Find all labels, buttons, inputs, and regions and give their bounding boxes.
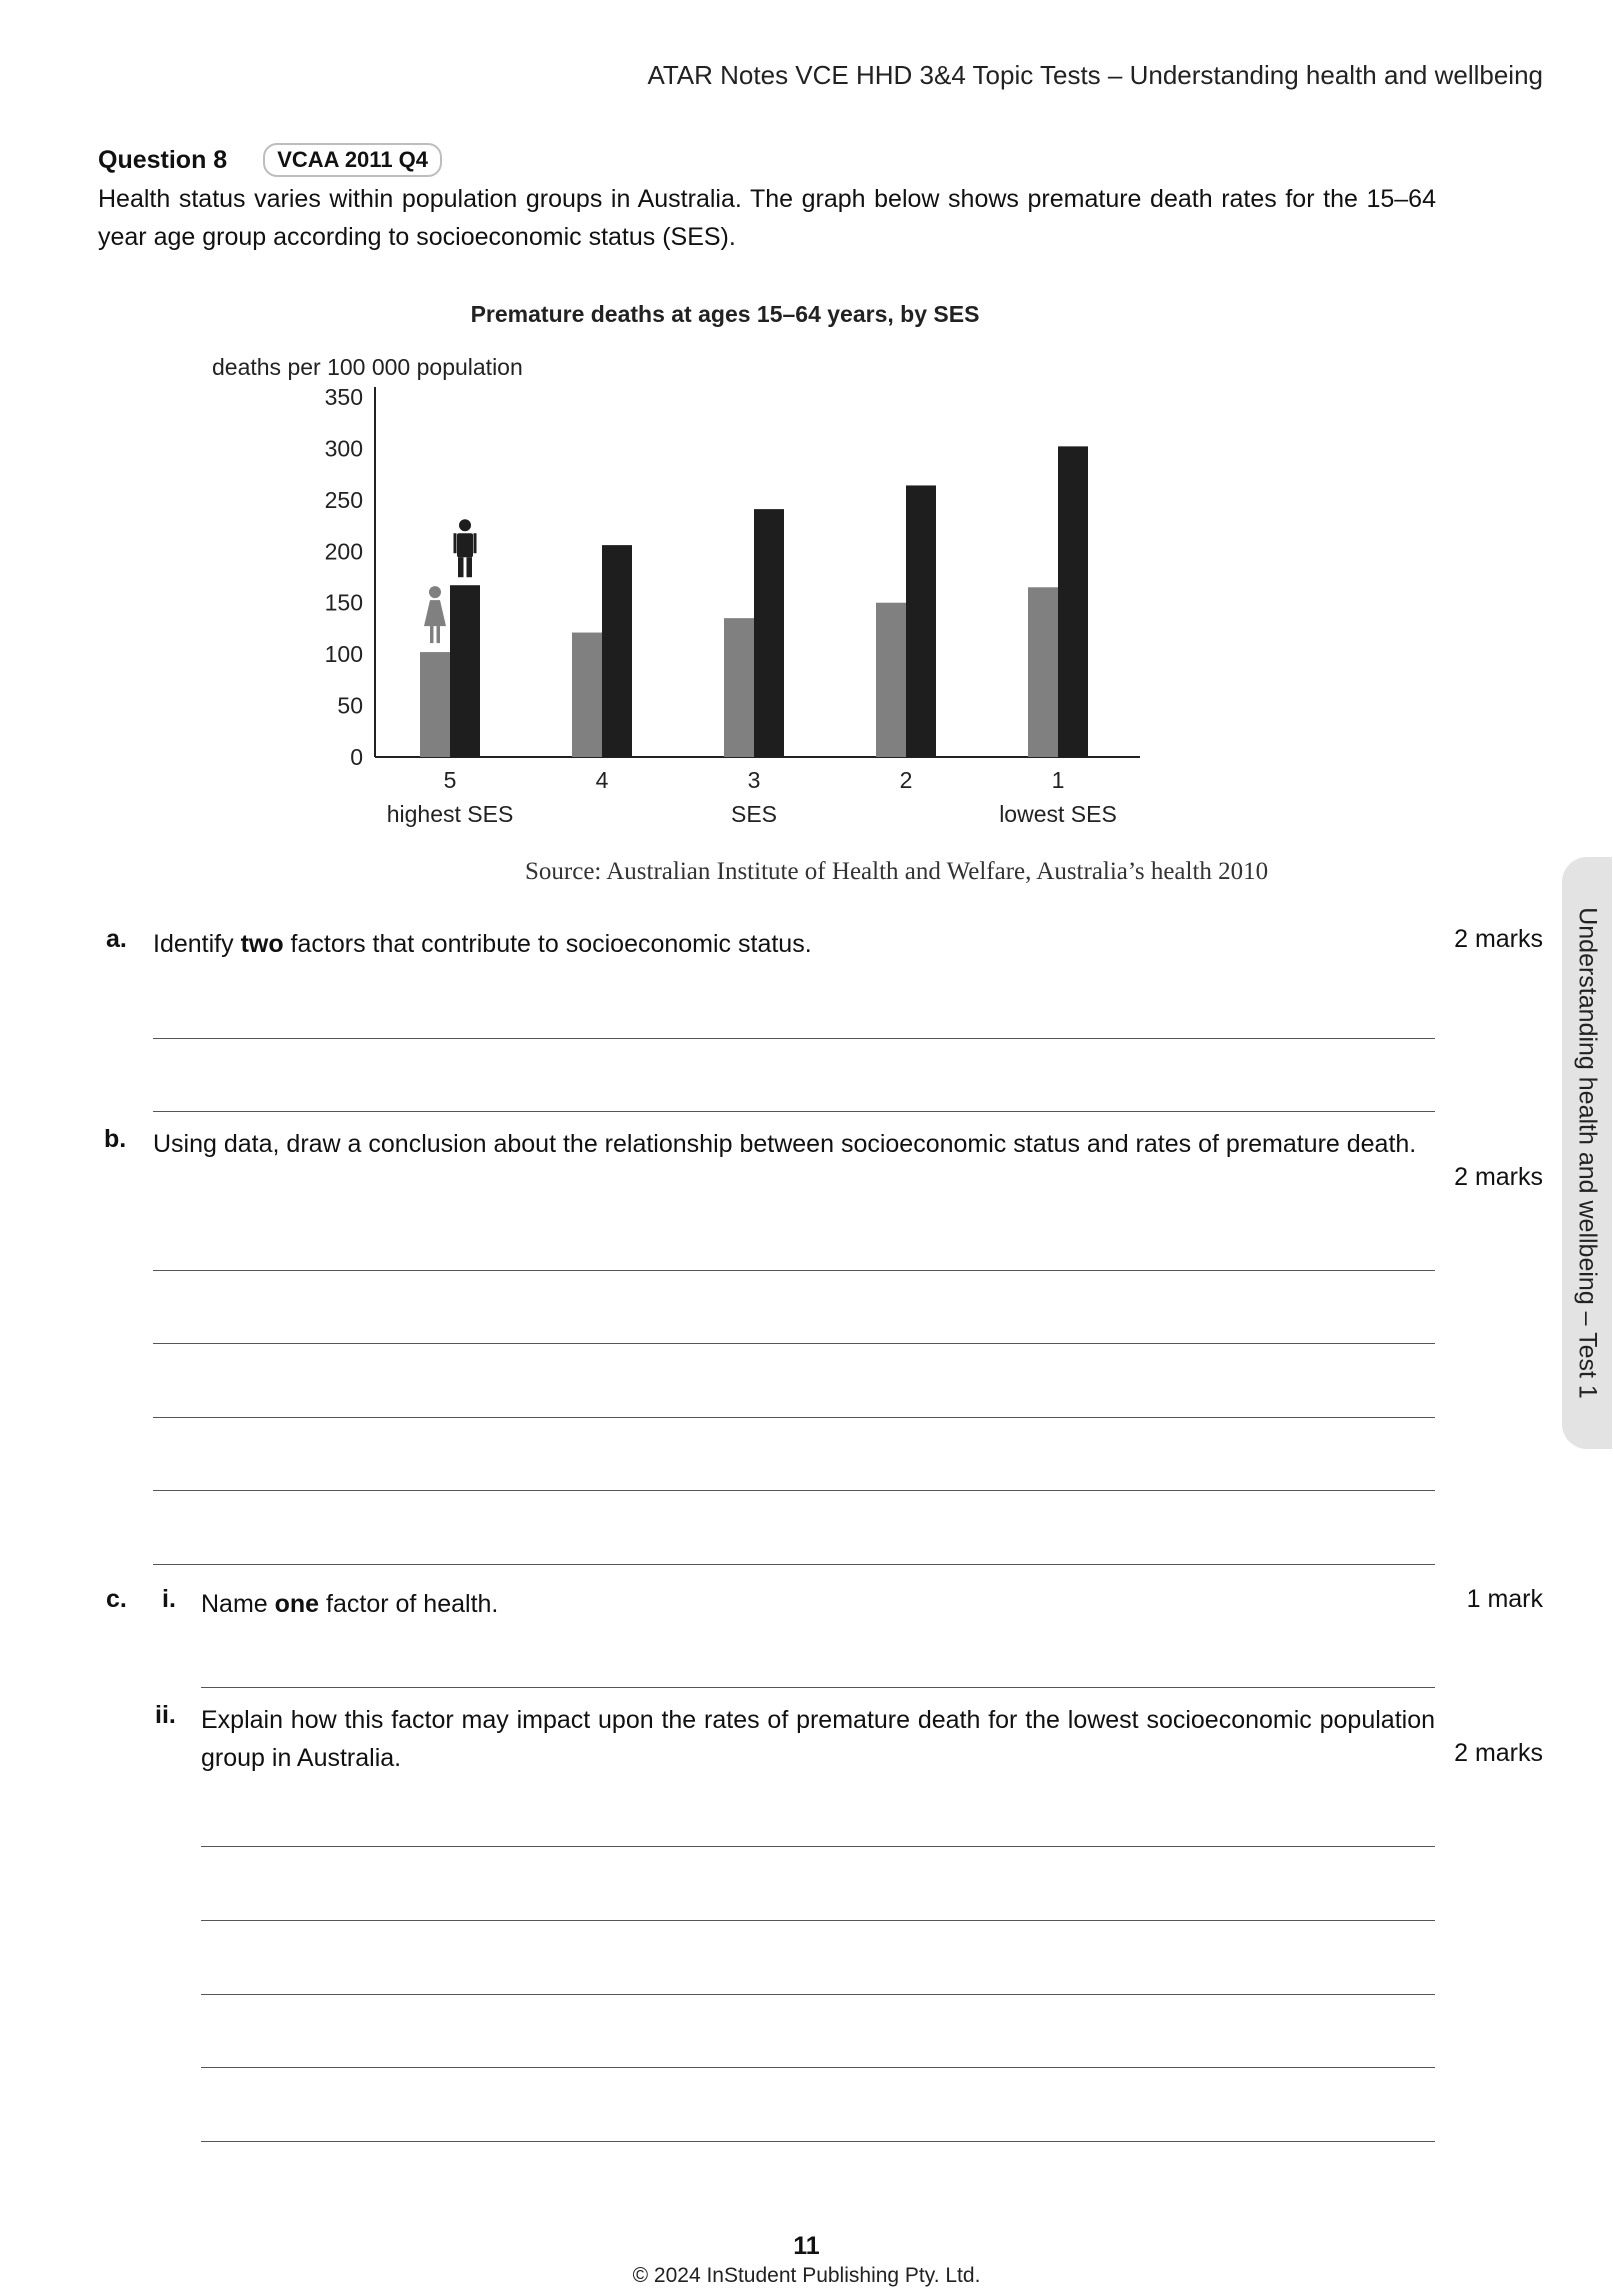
male-icon [454, 519, 477, 577]
part-a-letter: a. [106, 925, 127, 953]
x-tick-label: 3 [747, 767, 761, 793]
x-tick-label: 1 [1051, 767, 1065, 793]
bar [420, 652, 450, 757]
answer-line[interactable] [201, 1920, 1435, 1921]
x-tick-label: 4 [595, 767, 609, 793]
y-tick-label: 100 [324, 641, 363, 668]
bar [572, 633, 602, 757]
bar [1058, 446, 1088, 757]
part-c-letter: c. [106, 1585, 127, 1613]
part-b-question: Using data, draw a conclusion about the relationship between socioeconomic status and rates of premature death. [153, 1130, 1417, 1158]
part-b-marks: 2 marks [1454, 1163, 1543, 1191]
y-tick-label: 50 [337, 692, 363, 719]
y-tick-label: 350 [324, 384, 363, 410]
x-sublabel: highest SES [386, 801, 514, 827]
bar-chart-svg [180, 286, 1360, 906]
part-a-marks: 2 marks [1454, 925, 1543, 953]
question-heading [98, 142, 442, 178]
part-a-text-start: Identify [153, 930, 241, 958]
part-c-i-emphasis: one [274, 1590, 320, 1618]
answer-line[interactable] [153, 1417, 1435, 1418]
y-tick-label: 200 [324, 538, 363, 565]
page-number: 11 [793, 2232, 820, 2260]
tick-labels [325, 384, 1117, 827]
answer-line[interactable] [153, 1343, 1435, 1344]
answer-line[interactable] [201, 2141, 1435, 2142]
answer-line[interactable] [201, 2067, 1435, 2068]
chart-source: Source: Australian Institute of Health and Welfare, Australia’s health 2010 [525, 858, 1269, 885]
x-sublabel: lowest SES [999, 801, 1117, 827]
part-c-ii-letter: ii. [155, 1701, 176, 1729]
y-axis-label: deaths per 100 000 population [212, 354, 523, 380]
y-tick-label: 150 [324, 589, 363, 616]
source-exam-badge: VCAA 2011 Q4 [263, 143, 442, 177]
bar [450, 585, 480, 757]
running-header: ATAR Notes VCE HHD 3&4 Topic Tests – Understanding health and wellbeing [647, 60, 1543, 90]
answer-line[interactable] [153, 1270, 1435, 1271]
answer-line[interactable] [201, 1994, 1435, 1995]
chart [180, 286, 1360, 906]
part-a-question [153, 925, 1433, 963]
part-c-i-letter: i. [162, 1585, 176, 1613]
answer-line[interactable] [153, 1038, 1435, 1039]
answer-line[interactable] [201, 1846, 1435, 1847]
part-c-i-text-start: Name [201, 1590, 275, 1618]
part-b-letter: b. [104, 1125, 127, 1153]
answer-line[interactable] [153, 1564, 1435, 1565]
bar [724, 618, 754, 757]
question-intro: Health status varies within population groups in Australia. The graph below shows premature death rates for the 15–64 year age group according to socioeconomic status (SES). [98, 185, 1436, 251]
answer-line[interactable] [153, 1111, 1435, 1112]
part-c-ii-marks: 2 marks [1454, 1739, 1543, 1767]
female-icon [424, 586, 446, 643]
bar [1028, 587, 1058, 757]
answer-line[interactable] [201, 1687, 1435, 1688]
x-tick-label: 2 [899, 767, 913, 793]
chart-title: Premature deaths at ages 15–64 years, by SES [470, 301, 980, 327]
part-c-i-text-end: factor of health. [319, 1590, 499, 1618]
y-tick-label: 300 [324, 435, 363, 462]
part-c-i-marks: 1 mark [1466, 1585, 1543, 1613]
answer-line[interactable] [153, 1490, 1435, 1491]
y-tick-label: 250 [324, 486, 363, 513]
bar [602, 545, 632, 757]
bars [420, 446, 1088, 757]
copyright: © 2024 InStudent Publishing Pty. Ltd. [632, 2264, 981, 2287]
part-a-emphasis: two [240, 930, 284, 958]
x-sublabel: SES [730, 801, 778, 827]
part-c-ii-question: Explain how this factor may impact upon the rates of premature death for the lowest socioeconomic population group in Australia. [201, 1706, 1435, 1772]
bar [754, 509, 784, 757]
bar [876, 603, 906, 757]
bar [906, 485, 936, 757]
question-label: Question 8 [98, 145, 228, 174]
y-tick-label: 0 [350, 744, 363, 770]
part-c-i-question [201, 1585, 1431, 1623]
part-a-text-end: factors that contribute to socioeconomic status. [283, 930, 812, 958]
x-tick-label: 5 [443, 767, 457, 793]
section-side-tab-label: Understanding health and wellbeing – Test 1 [1573, 907, 1602, 1399]
